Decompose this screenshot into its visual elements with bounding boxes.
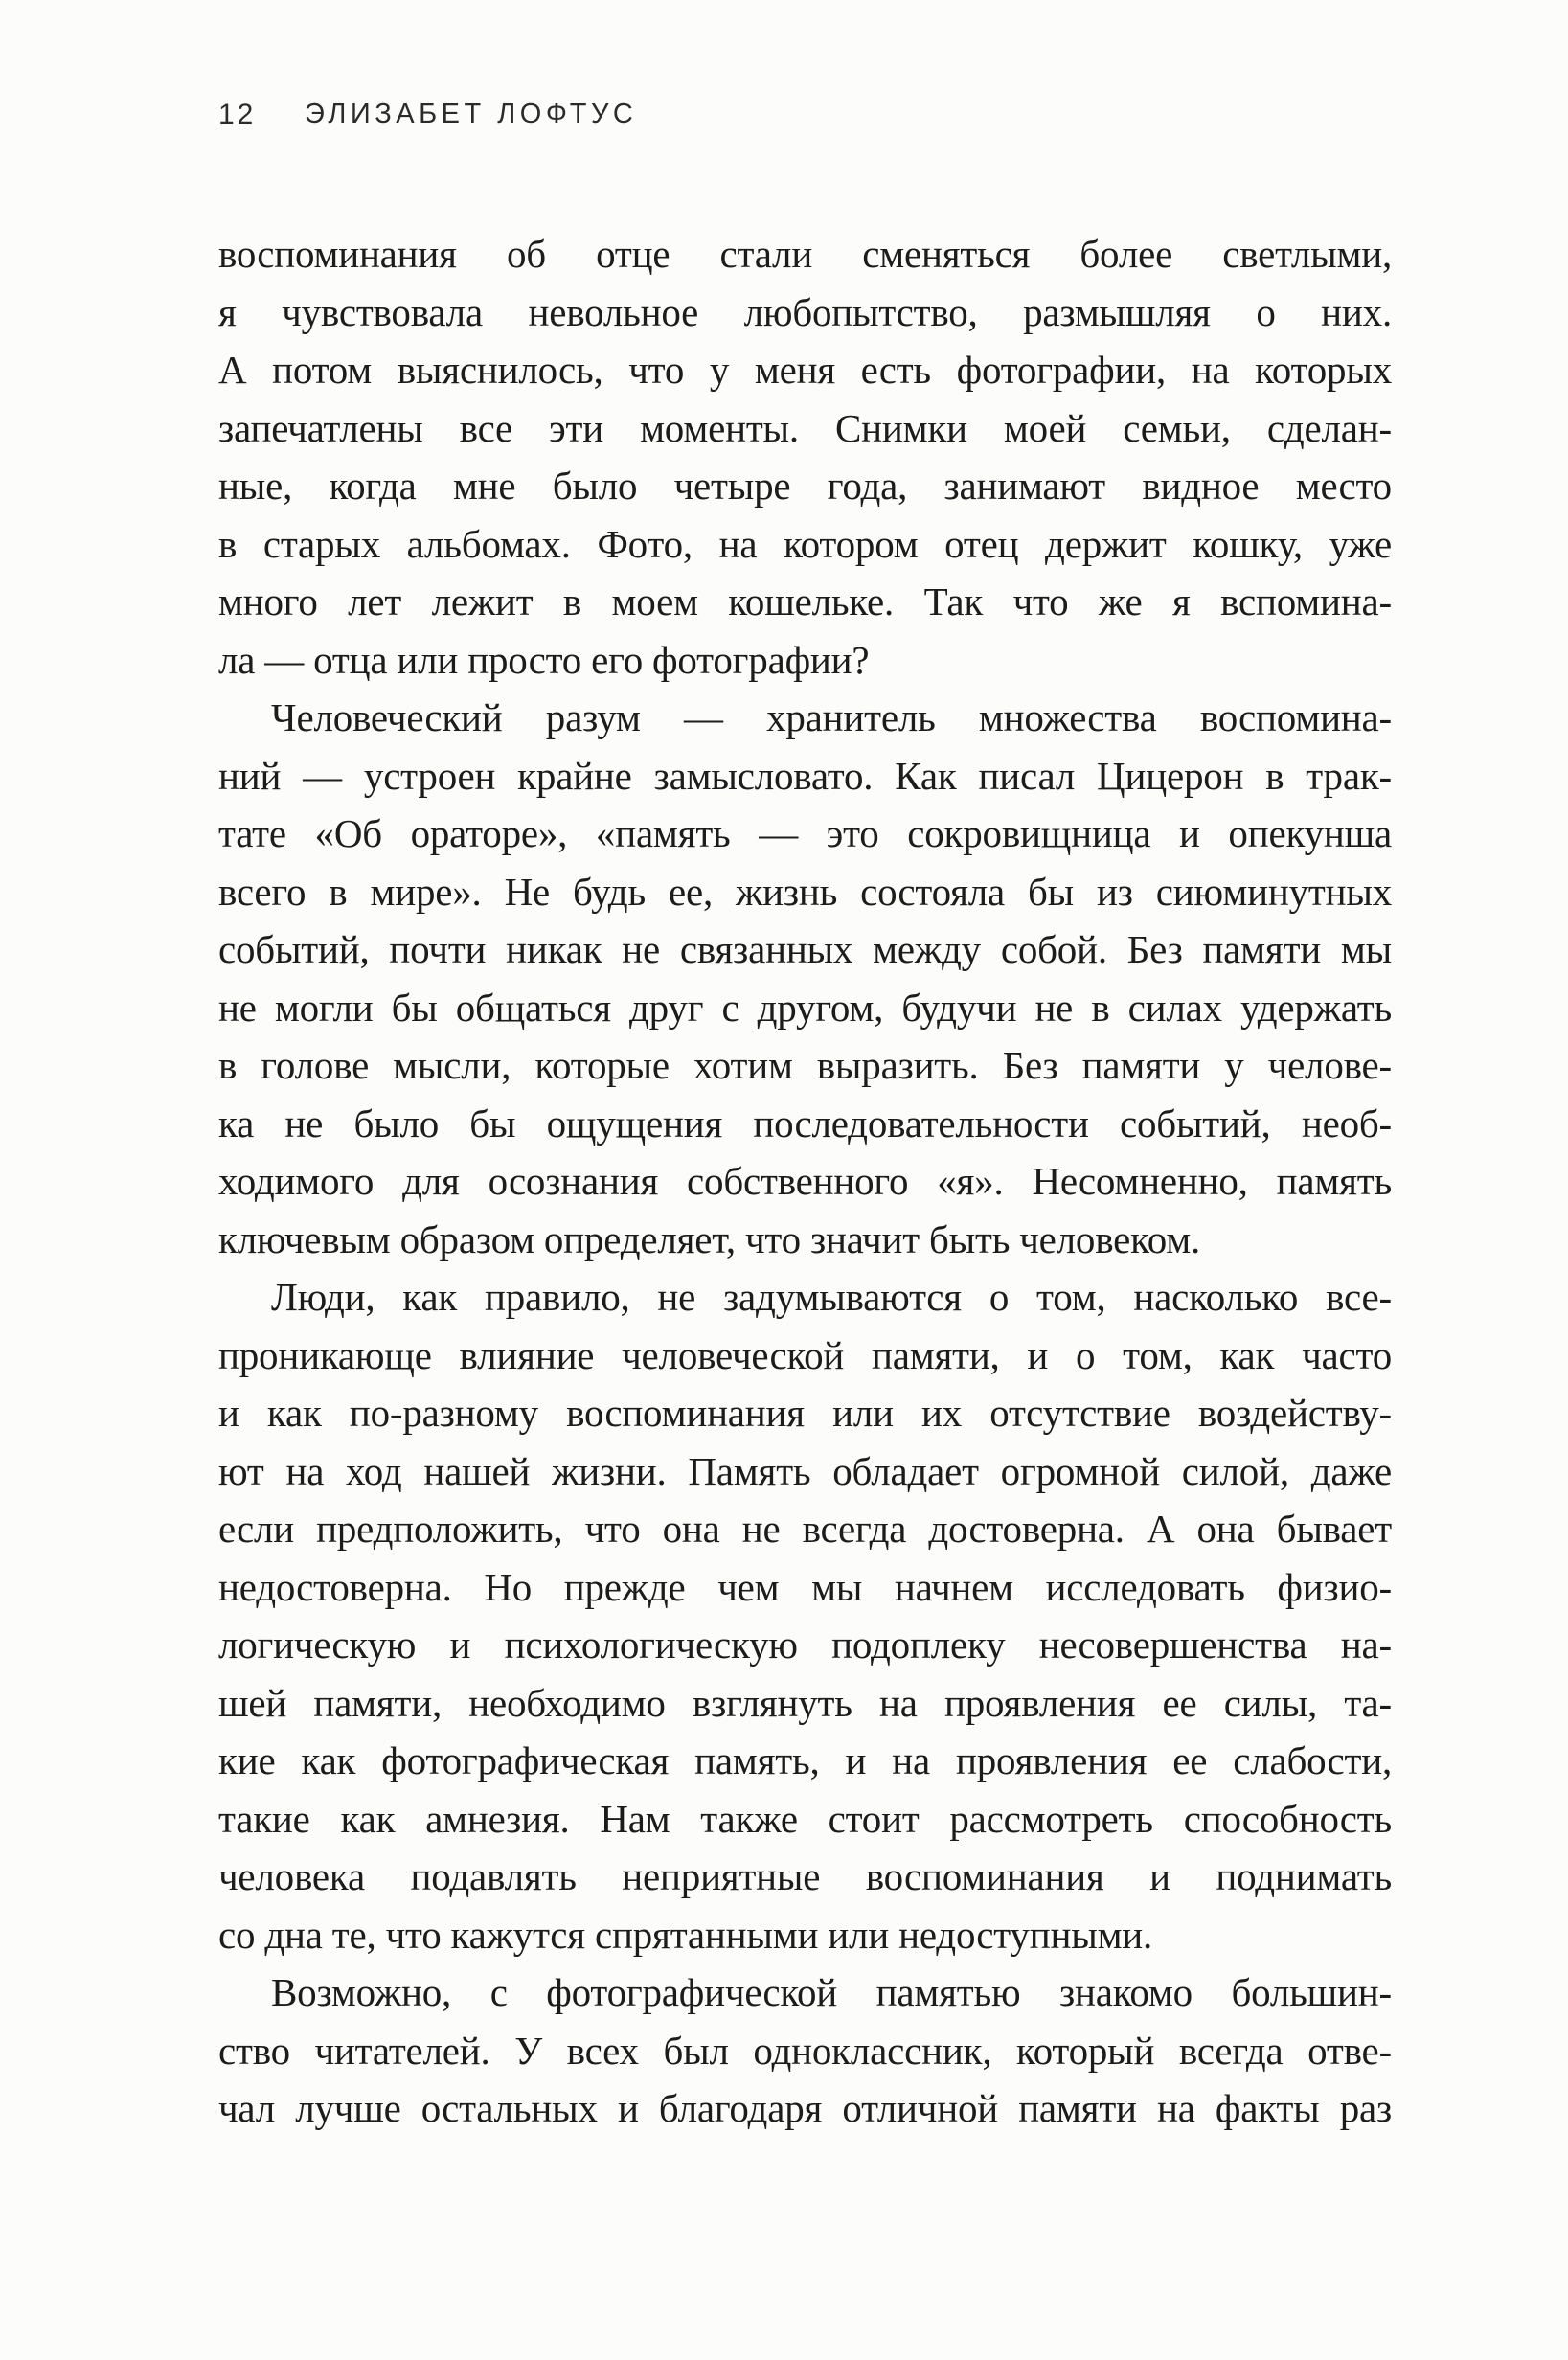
text-line: Человеческий разум — хранитель множества воспомина-	[271, 695, 1392, 739]
text-line: кие как фотографическая память, и на проявления ее слабости,	[218, 1738, 1392, 1782]
running-head-author: ЭЛИЗАБЕТ ЛОФТУС	[305, 99, 638, 129]
text-line: много лет лежит в моем кошельке. Так что же я вспомина-	[218, 579, 1392, 624]
text-line: такие как амнезия. Нам также стоит рассмотреть способность	[218, 1796, 1392, 1841]
text-block	[218, 225, 1392, 2138]
text-line: тате «Об ораторе», «память — это сокровищница и опекунша	[218, 811, 1392, 855]
text-line: логическую и психологическую подоплеку несовершенства на-	[218, 1622, 1392, 1667]
text-line: ство читателей. У всех был одноклассник, который всегда отве-	[218, 2028, 1392, 2073]
text-line: А потом выяснилось, что у меня есть фотографии, на которых	[218, 348, 1392, 392]
text-line: я чувствовала невольное любопытство, размышляя о них.	[218, 289, 1392, 334]
page-number: 12	[218, 99, 257, 130]
text-line: ходимого для осознания собственного «я». Несомненно, память	[218, 1159, 1392, 1203]
text-line: в голове мысли, которые хотим выразить. Без памяти у челове-	[218, 1043, 1392, 1087]
text-line: ные, когда мне было четыре года, занимают видное место	[218, 464, 1392, 508]
text-line: и как по-разному воспоминания или их отсутствие воздейству-	[218, 1391, 1392, 1435]
text-line: чал лучше остальных и благодаря отличной памяти на факты раз	[218, 2086, 1392, 2130]
text-line: ла — отца или просто его фотографии?	[218, 637, 870, 682]
text-line: воспоминания об отце стали сменяться более светлыми,	[218, 232, 1392, 276]
text-line: недостоверна. Но прежде чем мы начнем исследовать физио-	[218, 1564, 1392, 1609]
text-line: если предположить, что она не всегда достоверна. А она бывает	[218, 1507, 1392, 1551]
text-line: ний — устроен крайне замысловато. Как писал Цицерон в трак-	[218, 753, 1392, 798]
text-line: запечатлены все эти моменты. Снимки моей семьи, сделан-	[218, 405, 1392, 450]
text-line: всего в мире». Не будь ее, жизнь состояла бы из сиюминутных	[218, 869, 1392, 914]
text-line: шей памяти, необходимо взглянуть на проявления ее силы, та-	[218, 1680, 1392, 1725]
text-line: ка не было бы ощущения последовательности событий, необ-	[218, 1101, 1392, 1146]
text-line: событий, почти никак не связанных между собой. Без памяти мы	[218, 927, 1392, 971]
text-line: не могли бы общаться друг с другом, будучи не в силах удержать	[218, 985, 1392, 1030]
text-line: проникающе влияние человеческой памяти, и о том, как часто	[218, 1332, 1392, 1377]
text-line: со дна те, что кажутся спрятанными или недоступными.	[218, 1912, 1153, 1957]
text-line: ключевым образом определяет, что значит быть человеком.	[218, 1216, 1201, 1261]
text-line: Возможно, с фотографической памятью знакомо большин-	[271, 1970, 1392, 2014]
text-line: в старых альбомах. Фото, на котором отец держит кошку, уже	[218, 521, 1392, 566]
text-line: человека подавлять неприятные воспоминания и поднимать	[218, 1854, 1392, 1898]
text-line: ют на ход нашей жизни. Память обладает огромной силой, даже	[218, 1448, 1392, 1493]
running-head	[0, 99, 1568, 137]
text-line: Люди, как правило, не задумываются о том, насколько все-	[271, 1275, 1392, 1319]
